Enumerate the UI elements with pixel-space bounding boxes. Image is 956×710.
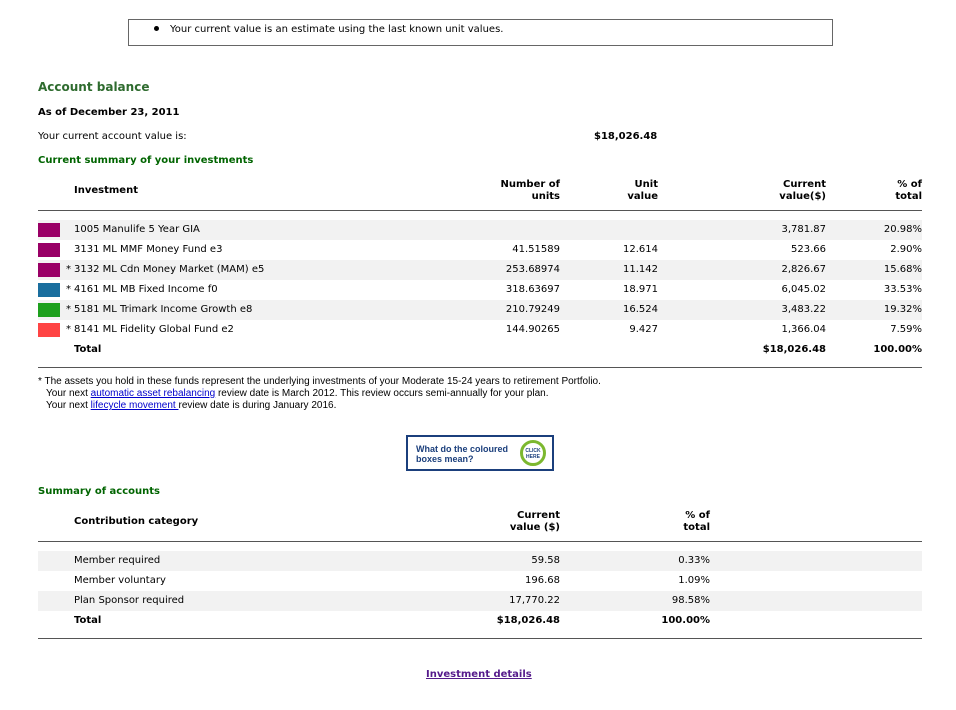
category-name: Member required (74, 555, 161, 566)
fund-percent: 20.98% (883, 224, 922, 235)
table-rule (38, 367, 922, 368)
fund-current-value: 523.66 (791, 244, 826, 255)
total-label: Total (74, 344, 102, 355)
total-percent: 100.00% (873, 344, 922, 355)
lifecycle-movement-link[interactable]: lifecycle movement (90, 400, 179, 411)
col-number-of-units: Number of units (500, 179, 560, 202)
fund-current-value: 1,366.04 (781, 324, 826, 335)
notice-box (128, 19, 833, 46)
as-of-date: As of December 23, 2011 (38, 107, 180, 118)
fund-percent: 15.68% (883, 264, 922, 275)
fund-colour-box (38, 223, 60, 237)
col-accounts-percent-total: % of total (683, 510, 710, 533)
fund-percent: 7.59% (890, 324, 922, 335)
table-row (38, 551, 922, 571)
click-here-icon: CLICK HERE (520, 440, 546, 466)
fund-units: 41.51589 (512, 244, 560, 255)
accounts-heading: Summary of accounts (38, 486, 160, 497)
investments-heading: Current summary of your investments (38, 155, 254, 166)
fund-units: 144.90265 (505, 324, 560, 335)
category-name: Member voluntary (74, 575, 166, 586)
col-accounts-current-value: Current value ($) (509, 510, 560, 533)
fund-name: 4161 ML MB Fixed Income f0 (74, 284, 218, 295)
fund-current-value: 3,483.22 (781, 304, 826, 315)
coloured-boxes-text: What do the coloured boxes mean? (416, 444, 508, 464)
fund-unit-value: 12.614 (623, 244, 658, 255)
fund-unit-value: 16.524 (623, 304, 658, 315)
col-percent-total: % of total (895, 179, 922, 202)
fund-name: 8141 ML Fidelity Global Fund e2 (74, 324, 234, 335)
account-value-label: Your current account value is: (38, 131, 187, 142)
account-value: $18,026.48 (594, 131, 658, 142)
table-row (38, 320, 922, 340)
accounts-total-label: Total (74, 615, 102, 626)
footnote-assets: * The assets you hold in these funds represent the underlying investments of your Moderate 15-24 years to retirement Portfolio. (38, 376, 601, 387)
table-row (38, 280, 922, 300)
fund-star: * (66, 324, 71, 335)
table-row (38, 591, 922, 611)
category-current-value: 17,770.22 (509, 595, 560, 606)
fund-colour-box (38, 263, 60, 277)
footnote-rebalancing: Your next automatic asset rebalancing review date is March 2012. This review occurs semi-annually for your plan. (46, 388, 549, 399)
fund-unit-value: 9.427 (629, 324, 658, 335)
automatic-asset-rebalancing-link[interactable]: automatic asset rebalancing (90, 388, 216, 399)
category-percent: 0.33% (678, 555, 710, 566)
footnote-lifecycle: Your next lifecycle movement review date is during January 2016. (46, 400, 337, 411)
accounts-total-row (38, 611, 922, 631)
fund-star: * (66, 284, 71, 295)
fund-current-value: 3,781.87 (781, 224, 826, 235)
fund-name: 3131 ML MMF Money Fund e3 (74, 244, 223, 255)
category-current-value: 59.58 (531, 555, 560, 566)
fund-percent: 19.32% (883, 304, 922, 315)
accounts-total-value: $18,026.48 (496, 615, 560, 626)
fund-units: 253.68974 (505, 264, 560, 275)
table-rule (38, 638, 922, 639)
fund-percent: 2.90% (890, 244, 922, 255)
col-unit-value: Unit value (627, 179, 658, 202)
table-row (38, 240, 922, 260)
fund-units: 318.63697 (505, 284, 560, 295)
account-balance-heading: Account balance (38, 80, 150, 94)
col-investment: Investment (74, 185, 138, 196)
col-contribution-category: Contribution category (74, 516, 199, 527)
table-row (38, 571, 922, 591)
table-row (38, 260, 922, 280)
fund-unit-value: 11.142 (623, 264, 658, 275)
fund-colour-box (38, 283, 60, 297)
table-rule (38, 541, 922, 542)
fund-name: 3132 ML Cdn Money Market (MAM) e5 (74, 264, 265, 275)
accounts-total-percent: 100.00% (661, 615, 710, 626)
fund-star: * (66, 264, 71, 275)
fund-name: 5181 ML Trimark Income Growth e8 (74, 304, 253, 315)
table-row (38, 220, 922, 240)
fund-unit-value: 18.971 (623, 284, 658, 295)
category-percent: 1.09% (678, 575, 710, 586)
notice-text: Your current value is an estimate using the last known unit values. (170, 24, 504, 35)
investment-details-link[interactable]: Investment details (426, 669, 532, 680)
total-value: $18,026.48 (762, 344, 826, 355)
investments-total-row (38, 340, 922, 360)
table-rule (38, 210, 922, 211)
fund-current-value: 2,826.67 (781, 264, 826, 275)
table-row (38, 300, 922, 320)
category-current-value: 196.68 (525, 575, 560, 586)
col-current-value: Current value($) (779, 179, 826, 202)
fund-name: 1005 Manulife 5 Year GIA (74, 224, 200, 235)
fund-current-value: 6,045.02 (781, 284, 826, 295)
fund-star: * (66, 304, 71, 315)
category-percent: 98.58% (671, 595, 710, 606)
fund-colour-box (38, 243, 60, 257)
fund-colour-box (38, 323, 60, 337)
category-name: Plan Sponsor required (74, 595, 185, 606)
fund-units: 210.79249 (505, 304, 560, 315)
fund-colour-box (38, 303, 60, 317)
fund-percent: 33.53% (883, 284, 922, 295)
coloured-boxes-button[interactable] (406, 435, 554, 471)
bullet-icon (154, 26, 159, 31)
